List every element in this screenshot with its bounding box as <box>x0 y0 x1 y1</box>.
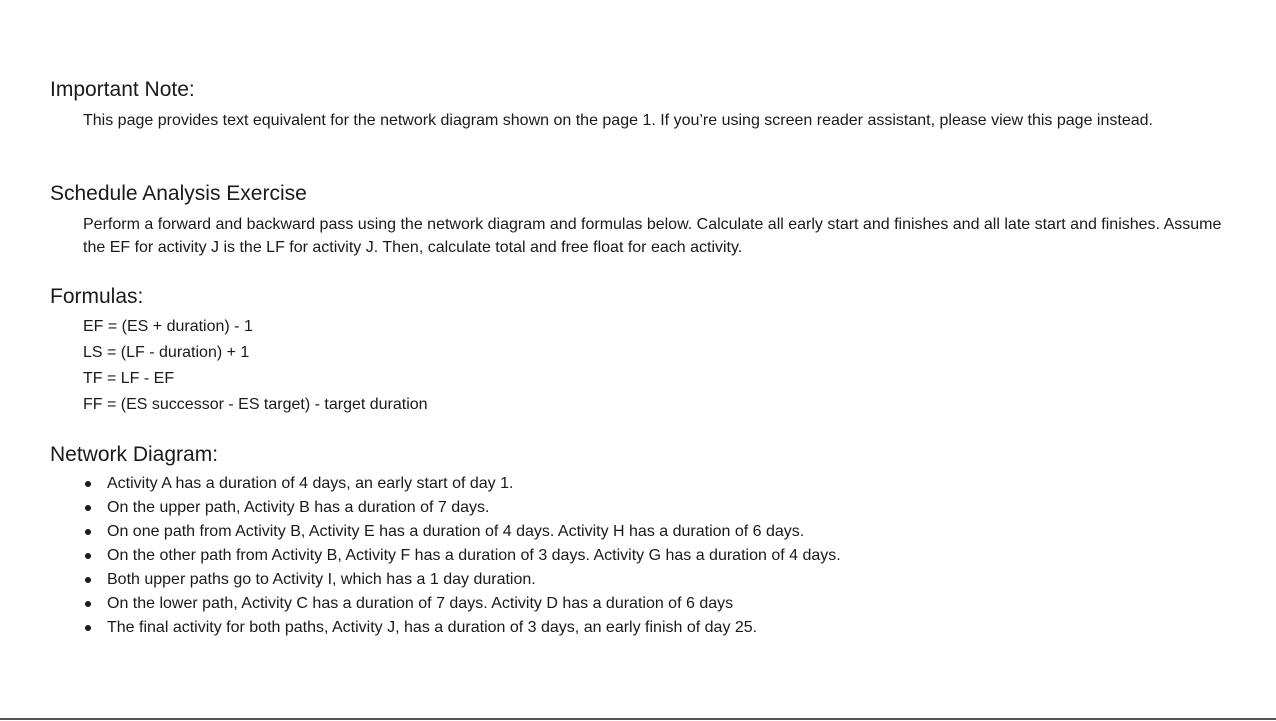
bullet-icon <box>85 481 91 487</box>
list-item-text: Both upper paths go to Activity I, which has a 1 day duration. <box>107 571 536 588</box>
bullet-icon <box>85 601 91 607</box>
bullet-icon <box>85 625 91 631</box>
network-section <box>50 442 1230 640</box>
list-item-text: On the upper path, Activity B has a duration of 7 days. <box>107 499 490 516</box>
network-heading: Network Diagram: <box>50 443 219 466</box>
page-bottom-divider <box>0 718 1276 720</box>
exercise-heading: Schedule Analysis Exercise <box>50 182 307 205</box>
formula-ef: EF = (ES + duration) - 1 <box>83 318 253 335</box>
list-item-text: Activity A has a duration of 4 days, an early start of day 1. <box>107 475 514 492</box>
list-item <box>83 592 1230 616</box>
list-item-text: On the lower path, Activity C has a duration of 7 days. Activity D has a duration of 6 days <box>107 595 734 612</box>
important-note-text: This page provides text equivalent for the network diagram shown on the page 1. If you’re using screen reader assistant, please view this page instead. <box>83 112 1153 129</box>
list-item <box>83 616 1230 640</box>
formula-list <box>83 314 1230 418</box>
formulas-heading: Formulas: <box>50 285 144 308</box>
list-item-text: The final activity for both paths, Activity J, has a duration of 3 days, an early finish of day 25. <box>107 619 758 636</box>
important-note-section <box>50 77 1230 132</box>
list-item <box>83 496 1230 520</box>
important-note-heading: Important Note: <box>50 78 195 101</box>
bullet-icon <box>85 529 91 535</box>
list-item <box>83 568 1230 592</box>
formulas-section <box>50 284 1230 418</box>
list-item <box>83 520 1230 544</box>
bullet-icon <box>85 553 91 559</box>
formula-ls: LS = (LF - duration) + 1 <box>83 344 250 361</box>
network-bullet-list <box>83 472 1230 640</box>
formula-ff: FF = (ES successor - ES target) - target duration <box>83 396 428 413</box>
bullet-icon <box>85 505 91 511</box>
bullet-icon <box>85 577 91 583</box>
list-item <box>83 544 1230 568</box>
exercise-text: Perform a forward and backward pass using the network diagram and formulas below. Calculate all early start and finishes and all late start and finishes. Assume the EF for activity J is the LF for activity J. Then, calculate total and free float for each activity. <box>83 216 1222 256</box>
list-item <box>83 472 1230 496</box>
list-item-text: On the other path from Activity B, Activity F has a duration of 3 days. Activity G has a duration of 4 days. <box>107 547 841 564</box>
formula-tf: TF = LF - EF <box>83 370 175 387</box>
list-item-text: On one path from Activity B, Activity E has a duration of 4 days. Activity H has a duration of 6 days. <box>107 523 805 540</box>
exercise-section <box>50 181 1230 259</box>
